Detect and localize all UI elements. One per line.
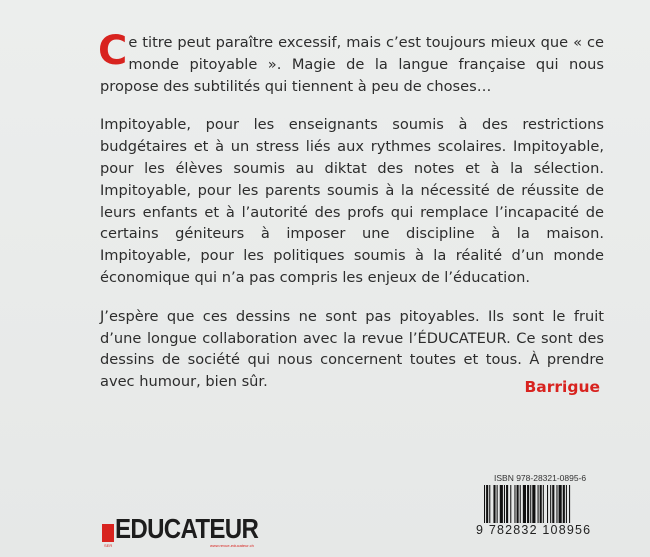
logo-url: www.revue-educateur.ch: [210, 543, 254, 548]
paragraph-conclusion: J’espère que ces dessins ne sont pas pitoyables. Ils sont le fruit d’une longue collaboration avec la revue l’ÉDUCATEUR. Ce sont des dessins de société qui nous concernent toutes et tous. À prendre avec humour, bien sûr.: [100, 307, 604, 391]
drop-cap: C: [98, 28, 128, 74]
isbn-barcode: [476, 473, 622, 543]
paragraph-intro: [98, 28, 604, 97]
isbn-label: ISBN 978-28321-0895-6: [494, 473, 587, 483]
logo-name: EDUCATEUR: [115, 513, 259, 544]
paragraph-impitoyable: Impitoyable, pour les enseignants soumis à des restrictions budgétaires et à un stress liés aux rythmes scolaires. Impitoyable, pour les élèves soumis au diktat des notes et à la sélection. Impitoyable, pour les parents soumis à la nécessité de réussite de leurs enfants et à l’autorité des profs qui remplace l’incapacité de certains géniteurs à imposer une discipline à la maison. Impitoyable, pour les politiques soumis à la réalité d’un monde économique qui n’a pas compris les enjeux de l’éducation.: [100, 116, 604, 286]
author-signature: Barrigue: [524, 378, 600, 396]
logo-red-mark: [102, 524, 114, 542]
blurb-text: [98, 28, 604, 410]
barcode-number: 9 782832 108956: [476, 523, 592, 537]
barcode-icon: [484, 485, 616, 525]
educateur-logo: [102, 514, 302, 548]
paragraph-intro-text: e titre peut paraître excessif, mais c’est toujours mieux que « ce monde pitoyable ». Magie de la langue française qui nous propose des subtilités qui tiennent à peu de choses…: [100, 34, 604, 95]
logo-small-label: SER: [104, 543, 113, 548]
